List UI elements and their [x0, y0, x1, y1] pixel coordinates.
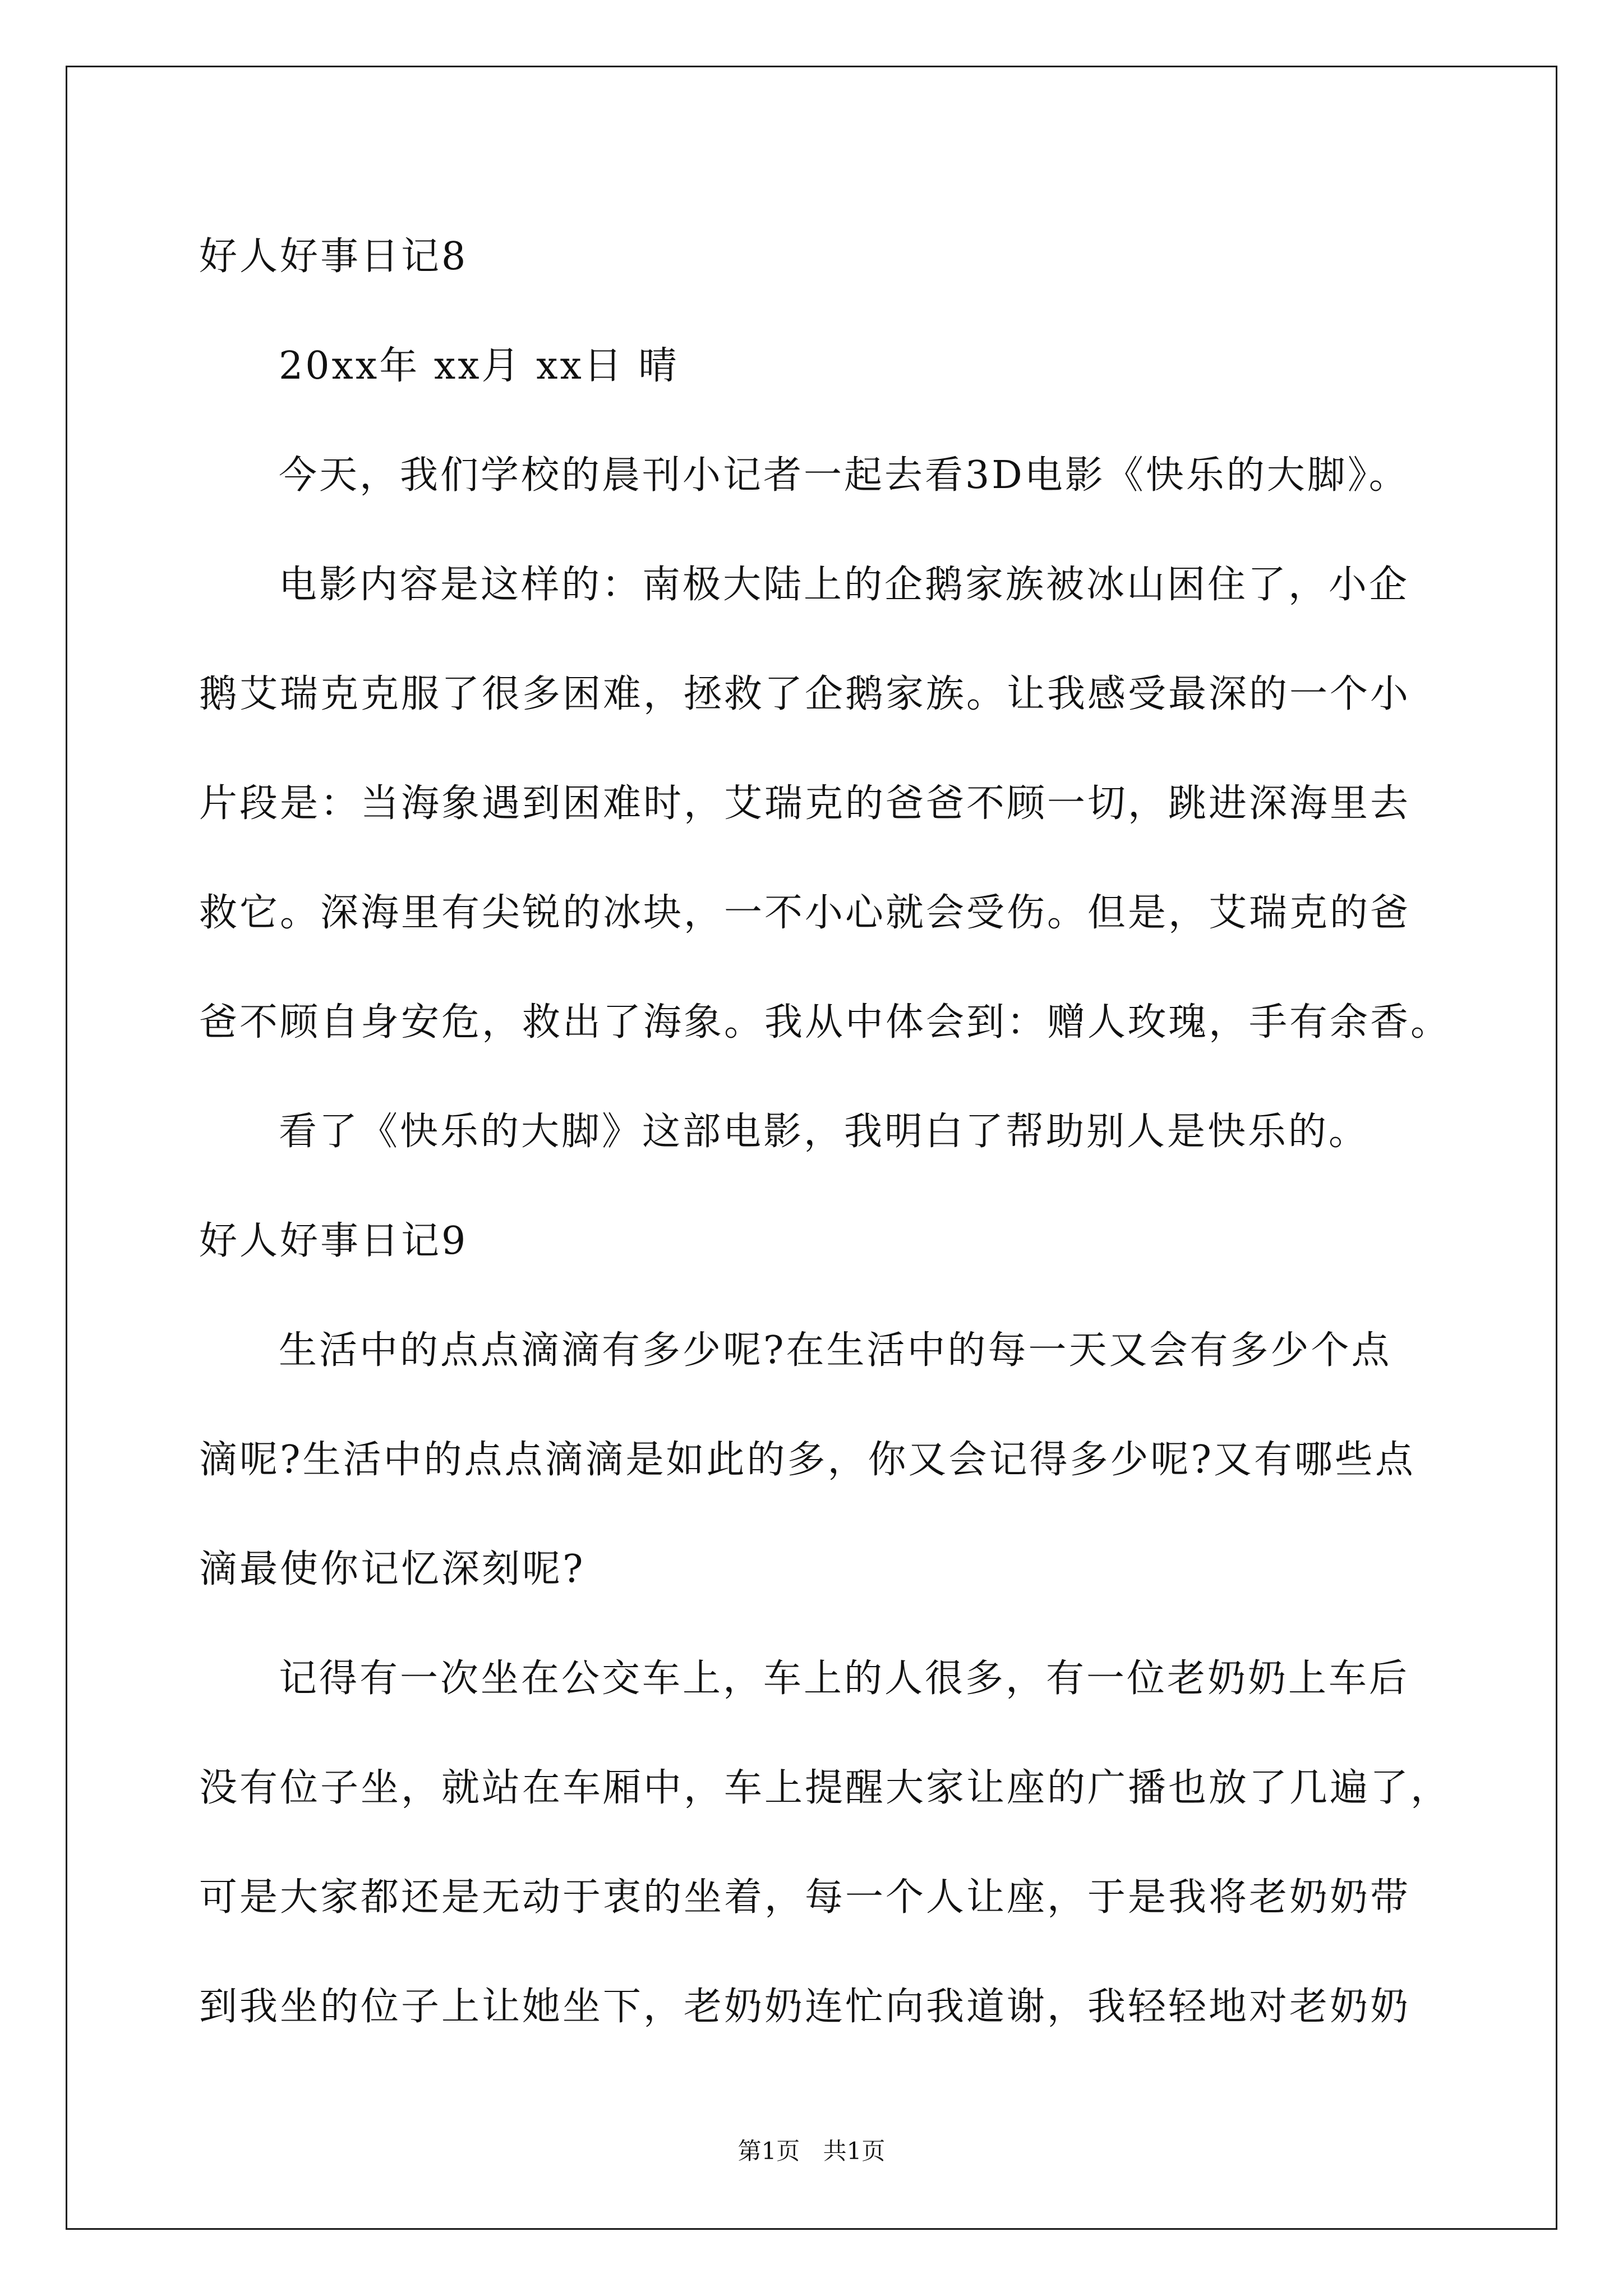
text-line: 可是大家都还是无动于衷的坐着，每一个人让座，于是我将老奶奶带 [199, 1875, 1411, 1920]
page-number: 第1页 [737, 2137, 800, 2165]
text-line: 看了《快乐的大脚》这部电影，我明白了帮助别人是快乐的。 [279, 1110, 1370, 1154]
text-line: 鹅艾瑞克克服了很多困难，拯救了企鹅家族。让我感受最深的一个小 [199, 672, 1411, 716]
text-line: 爸不顾自身安危，救出了海象。我从中体会到：赠人玫瑰，手有余香。 [199, 1000, 1451, 1045]
text-line: 好人好事日记8 [199, 234, 468, 279]
text-line: 生活中的点点滴滴有多少呢?在生活中的每一天又会有多少个点 [279, 1328, 1392, 1373]
text-line: 20xx年 xx月 xx日 晴 [279, 344, 679, 388]
page-footer [0, 2134, 1623, 2168]
page-total: 共1页 [823, 2137, 886, 2165]
text-line: 电影内容是这样的：南极大陆上的企鹅家族被冰山困住了，小企 [279, 563, 1410, 607]
text-line: 到我坐的位子上让她坐下，老奶奶连忙向我道谢，我轻轻地对老奶奶 [199, 1985, 1411, 2029]
text-line: 片段是：当海象遇到困难时，艾瑞克的爸爸不顾一切，跳进深海里去 [199, 781, 1411, 826]
text-line: 滴呢?生活中的点点滴滴是如此的多，你又会记得多少呢?又有哪些点 [199, 1438, 1415, 1482]
text-line: 滴最使你记忆深刻呢? [199, 1547, 585, 1591]
text-line: 没有位子坐，就站在车厢中，车上提醒大家让座的广播也放了几遍了， [199, 1766, 1451, 1810]
text-line: 救它。深海里有尖锐的冰块，一不小心就会受伤。但是，艾瑞克的爸 [199, 891, 1411, 935]
text-line: 记得有一次坐在公交车上，车上的人很多，有一位老奶奶上车后 [279, 1657, 1410, 1701]
text-line: 今天，我们学校的晨刊小记者一起去看3D电影《快乐的大脚》。 [279, 453, 1409, 498]
document-body [199, 202, 1451, 2062]
text-line: 好人好事日记9 [199, 1219, 468, 1263]
